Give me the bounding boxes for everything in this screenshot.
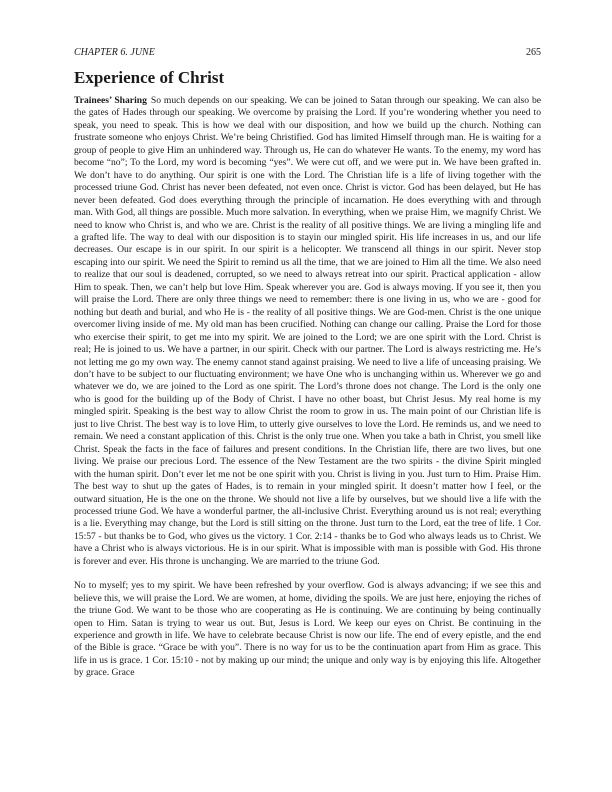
paragraph-trainees-sharing bbox=[74, 95, 541, 568]
chapter-label: CHAPTER 6. JUNE bbox=[74, 47, 155, 58]
paragraph-text: So much depends on our speaking. We can be joined to Satan through our speaking. We can also be the gates of Hades through our speaking. We overcome by praising the Lord. If you’re wondering whether you need to speak, you need to speak. This is how we deal with our disposition, and how we build up the church. Nothing can frustrate someone who enjoys Christ. We’re being Christified. God has limited Himself through man. He is waiting for a group of people to give Him an unhindered way. Through us, He can do whatever He wants. To the enemy, my word has become “no”; To the Lord, my word is becoming “yes”. We were cut off, and we were put in. We have been grafted in. We don’t have to do anything. Our spirit is one with the Lord. The Christian life is a life of living together with the processed triune God. Christ has never been defeated, not even once. Christ is victor. God has been delayed, but He has never been defeated. God does everything through the principle of incarnation. He does everything with and through man. With God, all things are possible. Much more salvation. In everything, when we praise Him, we magnify Christ. We need to know who Christ is, and who we are. Christ is the reality of all positive things. We are living a mingling life and a grafted life. The way to deal with our disposition is to stayin our mingled spirit. His life increases in us, and our life decreases. Our escape is in our spirit. In our spirit is a helicopter. We transcend all things in our spirit. Never stop escaping into our spirit. We need the Spirit to remind us all the time, that we are joined to Him all the time. We also need to realize that our soul is deadened, corrupted, so we need to always retreat into our spirit. Practical application - allow Him to speak. Then, we can’t help but love Him. Speak wherever you are. God is always moving. If you see it, then you will praise the Lord. There are only three things we need to remember: there is one living in us, who we are - good for nothing but death and burial, and who He is - the reality of all positive things. We are God-men. Christ is the one unique overcomer living inside of me. My old man has been crucified. Nothing can change our calling. Praise the Lord for those who exercise their spirit, to get me into my spirit. We are joined to the Lord; we are one spirit with the Lord. Christ is real; He is joined to us. We have a partner, in our spirit. Check with our partner. The Lord is always restricting me. He’s not letting me go my own way. The enemy cannot stand against praising. We need to live a life of unceasing praising. We don’t have to be subject to our fluctuating environment; we have One who is unchanging within us. Wherever we go and whatever we do, we are joined to the Lord as one spirit. The Lord’s throne does not change. The Lord is the only one who is good for the building up of the Body of Christ. I have no other boast, but Christ Jesus. My real home is my mingled spirit. Speaking is the best way to allow Christ the room to grow in us. The main point of our Christian life is just to live Christ. The best way is to love Him, to utterly give ourselves to love the Lord. He reminds us, and we need to remain. We need a constant application of this. Christ is the only true one. When you take a bath in Christ, you smell like Christ. Speak the facts in the face of failures and present conditions. In the Christian life, there are two lives, but one living. We praise our precious Lord. The essence of the New Testament are the two spirits - the divine Spirit mingled with the human spirit. Don’t ever let me not be one spirit with you. Christ is living in you. Just turn to Him. Praise Him. The best way to shut up the gates of Hades, is to remain in your mingled spirit. It doesn’t matter how I feel, or the outward situation, He is the one on the throne. We should not live a life by ourselves, but we should live a life with the processed triune God. We have a wonderful partner, the all-inclusive Christ. Everything around us is not real; everything is a lie. Everything may change, but the Lord is still sitting on the throne. Just turn to the Lord, eat the tree of life. 1 Cor. 15:57 - but thanks be to God, who gives us the victory. 1 Cor. 2:14 - thanks be to God who always leads us to Christ. We have a Christ who is always victorious. He is in our spirit. What is impossible with man is possible with God. His throne is forever and ever. His throne is unchanging. We are married to the triune God. bbox=[74, 95, 541, 567]
body-text bbox=[74, 95, 541, 783]
running-header bbox=[74, 46, 541, 60]
section-title: Experience of Christ bbox=[74, 68, 225, 87]
paragraph-continuation bbox=[74, 580, 541, 680]
paragraph-lead: Trainees’ Sharing bbox=[74, 95, 147, 106]
page-number: 265 bbox=[526, 47, 541, 58]
paragraph-text: No to myself; yes to my spirit. We have been refreshed by your overflow. God is always advancing; if we see this and believe this, we will praise the Lord. We are women, at home, dividing the spoils. We are just here, enjoying the riches of the triune God. We want to be those who are cooperating as He is continuing. We are continuing by being continually open to Him. Satan is trying to wear us out. But, Jesus is Lord. We keep our eyes on Christ. Be continuing in the experience and growth in life. We have to celebrate because Christ is now our life. The end of every epistle, and the end of the Bible is grace. “Grace be with you”. There is no way for us to be the continuation apart from Him as grace. This life in us is grace. 1 Cor. 15:10 - not by making up our mind; the unique and only way is by enjoying this life. Altogether by grace. Grace bbox=[74, 580, 541, 679]
